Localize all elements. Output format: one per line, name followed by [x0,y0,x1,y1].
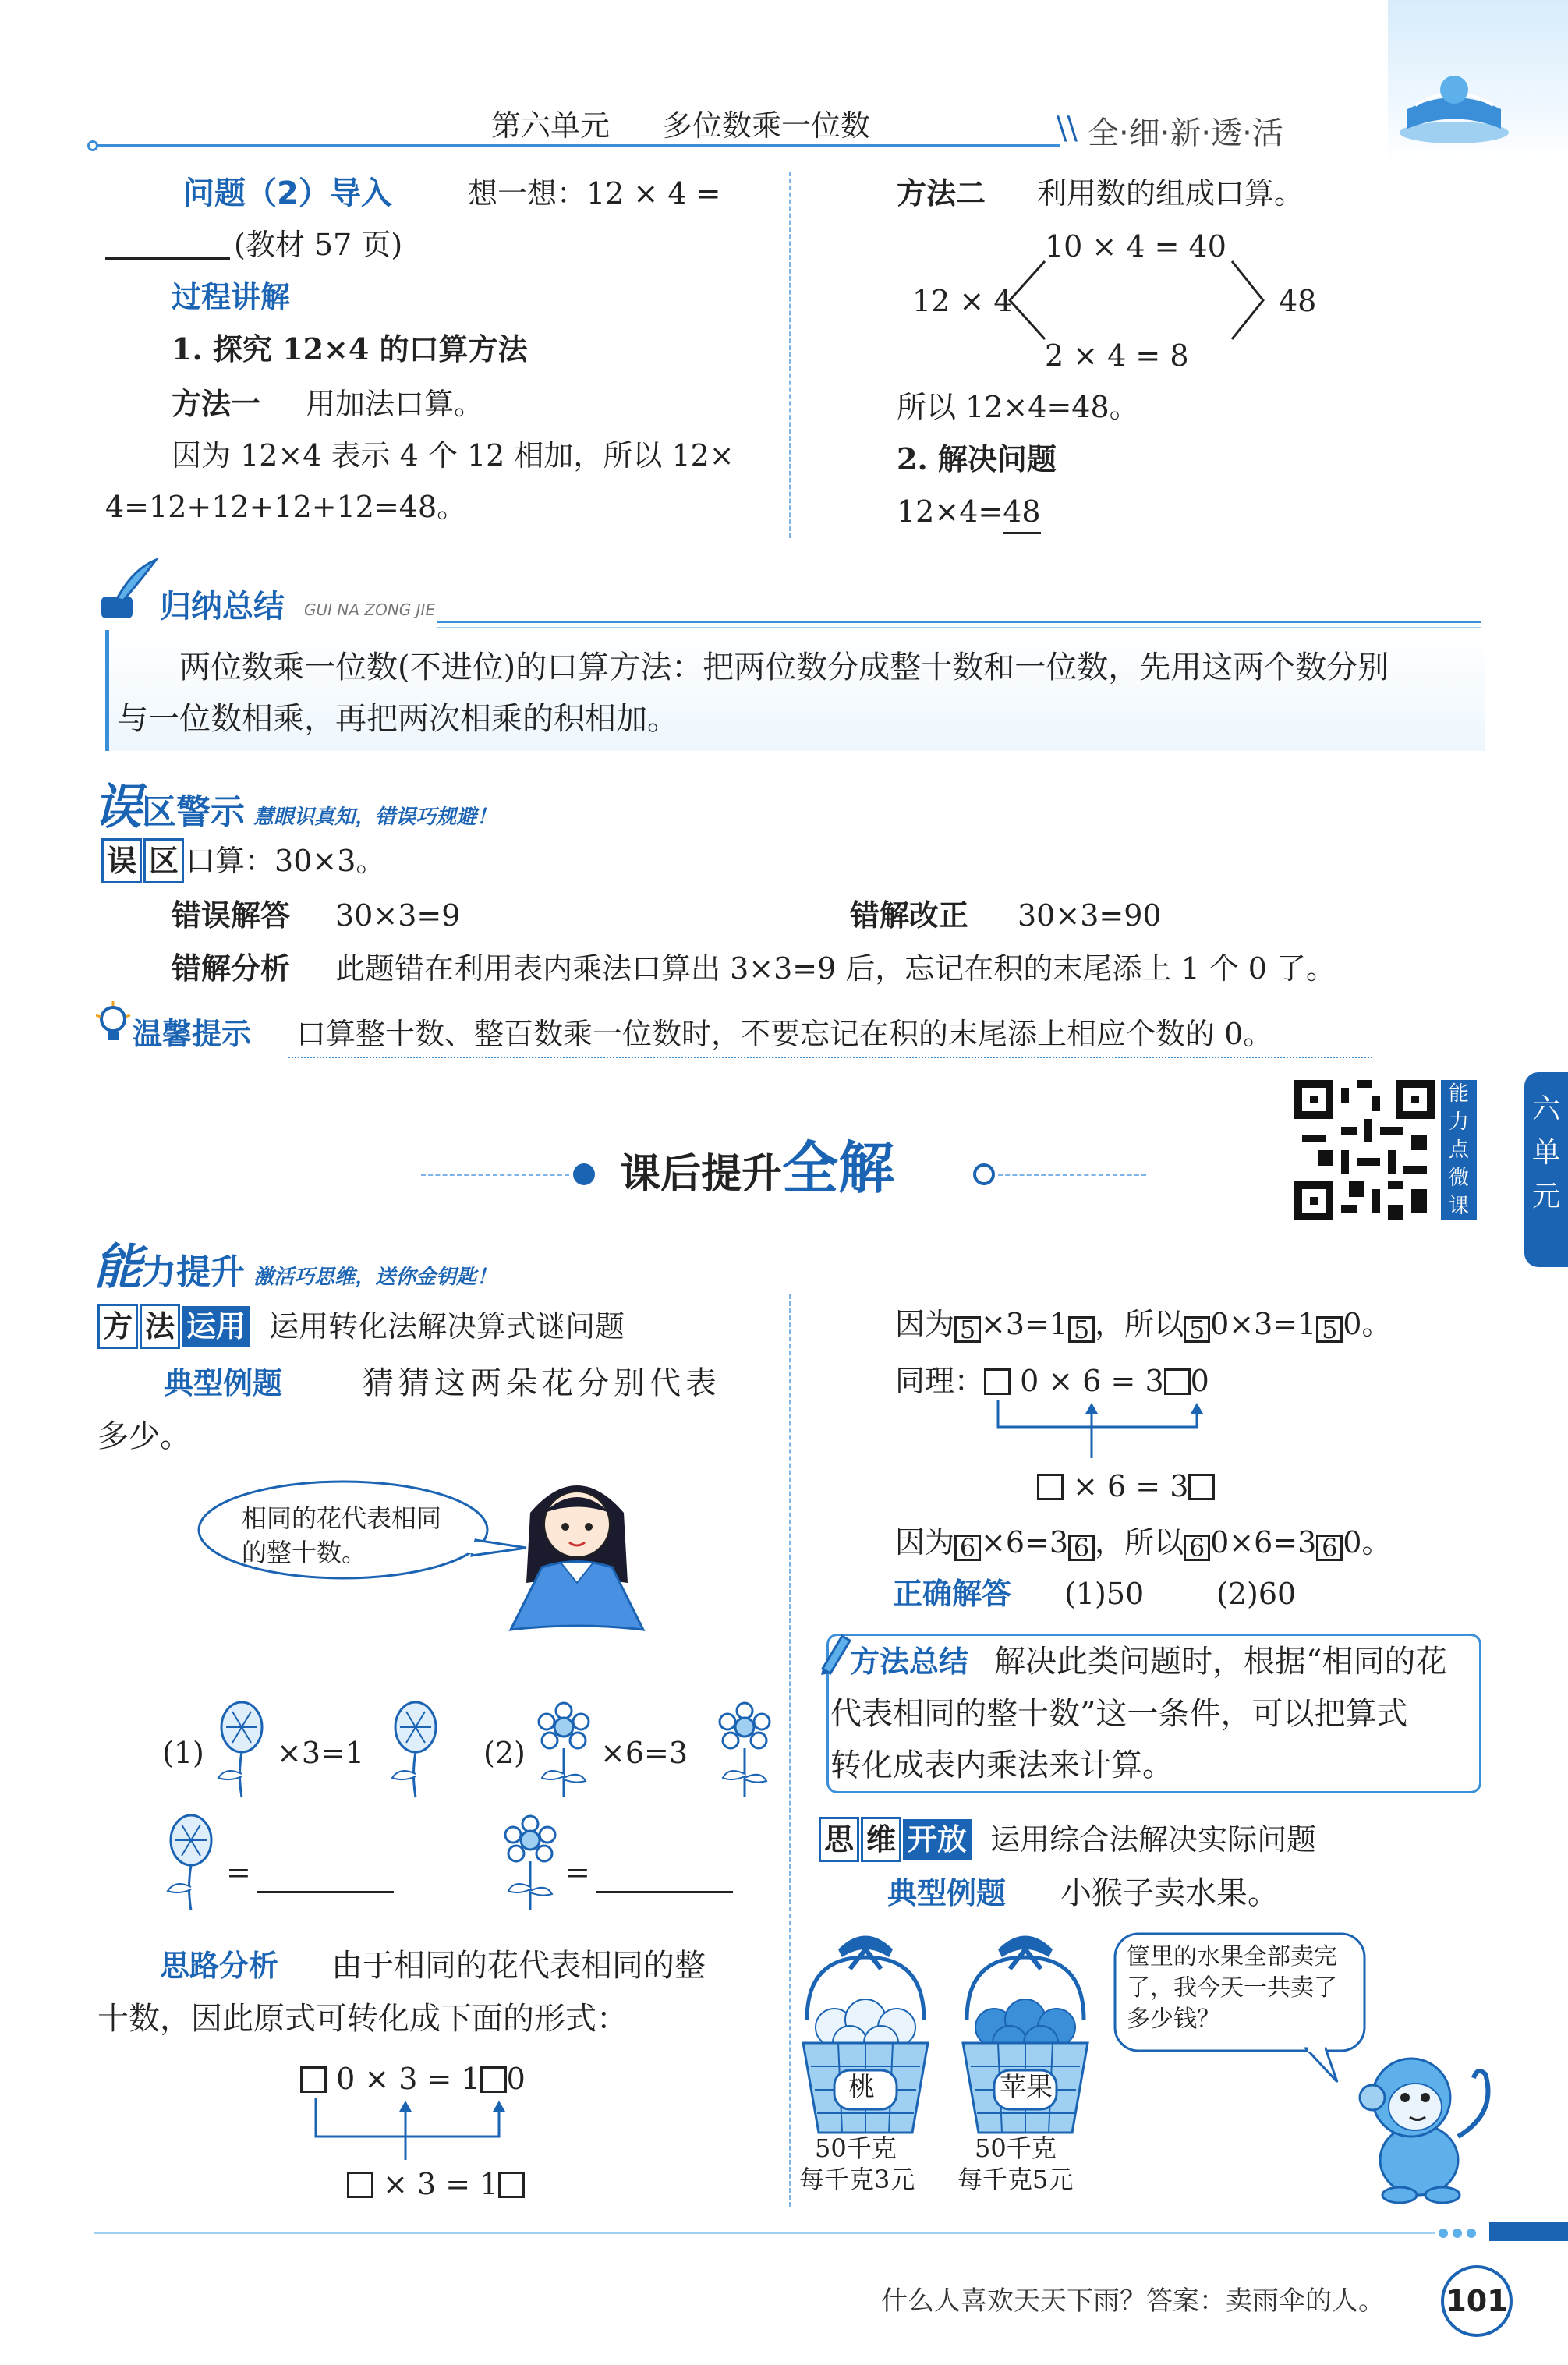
daisy-icon [499,1813,561,1914]
summary-rule [437,621,1481,628]
eq1-answer-blank[interactable] [257,1891,394,1893]
r2-n3: 6 [1184,1535,1210,1561]
banner-dot-left [573,1163,595,1185]
banner-line-right [998,1174,1146,1176]
method-sum-3: 转化成表内乘法来计算。 [830,1747,1173,1783]
t1-bottom-mid: × 3 = 1 [383,2167,499,2201]
analysis-text: 此题错在利用表内乘法口算出 3×3=9 后，忘记在积的末尾添上 1 个 0 了。 [335,951,1336,986]
mistake-tag-a: 误 [101,838,142,883]
tag2-b: 维 [861,1817,901,1862]
t1-box-b [480,2066,507,2093]
qr-label-column [1441,1080,1477,1220]
qr-label-1: 能 [1448,1082,1469,1106]
diagram-brackets [1006,257,1271,343]
t2-box-b [1164,1368,1191,1395]
footer-rule [94,2232,1435,2234]
daisy-icon [713,1700,776,1801]
answer-2: (2)60 [1216,1577,1297,1611]
method1-line2: 4=12+12+12+12=48。 [105,490,467,524]
tag1-row [97,1304,625,1349]
problem-blank [105,257,230,260]
tag1-text: 运用转化法解决算式谜问题 [269,1309,625,1344]
sunflower-icon [211,1700,273,1801]
r2-n2: 6 [1068,1535,1095,1561]
apple-basket-illustration [951,1926,1099,2137]
r1-n3: 5 [1184,1316,1210,1343]
footer-dots [1439,2226,1476,2241]
fix-label: 错解改正 [850,898,969,933]
r2-a: 因为 [895,1525,955,1560]
step2-title: 2. 解决问题 [897,441,1057,476]
method2-text: 利用数的组成口算。 [1037,176,1304,211]
answer-expr: 12×4= [897,494,1003,529]
t1-box-d [498,2172,525,2198]
mistake-sub: 慧眼识真知，错误巧规避！ [253,805,497,829]
qr-label-3: 点 [1448,1138,1469,1162]
answer-value: 48 [1003,491,1040,534]
diagram-top: 10 × 4 = 40 [1045,229,1226,264]
r2-b: ×6=3 [981,1525,1069,1560]
qr-label-4: 微 [1448,1167,1469,1190]
page-number: 101 [1441,2265,1513,2337]
wrong-label: 错误解答 [172,898,291,933]
side-tab-3: 元 [1531,1181,1560,1213]
example-text-1: 猜猜这两朵花分别代表 [363,1365,721,1401]
monkey-bubble-text: 筐里的水果全部卖完了，我今天一共卖了多少钱？ [1127,1943,1337,2033]
girl-illustration [499,1466,655,1637]
monkey-illustration [1341,2043,1497,2207]
header-chapter: 第六单元 [491,108,611,143]
t1-top-end: 0 [506,2062,526,2096]
method2-label: 方法二 [897,176,986,211]
eq1-body: ×3=1 [277,1736,365,1770]
tag1-a: 方 [97,1304,138,1349]
daisy-icon [533,1700,595,1801]
basket1-label: 桃 [848,2072,875,2103]
ability-header [94,1228,497,1298]
sunflower-icon [160,1813,222,1914]
wrong-value: 30×3=9 [335,898,461,933]
basket2-weight: 50千克 [975,2133,1057,2163]
diagram-bottom: 2 × 4 = 8 [1045,338,1189,373]
r1-n1: 5 [954,1316,981,1343]
ability-label-b: 力提升 [142,1252,246,1292]
qr-label-5: 课 [1448,1195,1469,1218]
tip-label: 温馨提示 [133,1017,252,1051]
t1-box-c [347,2172,373,2198]
eq2-answer-blank[interactable] [596,1891,733,1893]
example2-label: 典型例题 [887,1876,1007,1910]
tip-rule [288,1057,1372,1058]
ability-sub: 激活巧思维，送你金钥匙！ [253,1266,497,1289]
tag2-text: 运用综合法解决实际问题 [990,1822,1317,1857]
r2-n1: 6 [954,1535,981,1561]
example-text-2: 多少。 [97,1418,191,1454]
analysis-label: 错解分析 [172,951,291,986]
process-heading: 过程讲解 [172,280,291,314]
sunflower-icon [384,1700,447,1801]
example2-text: 小猴子卖水果。 [1060,1875,1279,1911]
method-sum-1: 解决此类问题时，根据“相同的花 [994,1644,1447,1680]
tag2-c: 开放 [903,1819,972,1860]
ability-label-a: 能 [94,1238,143,1295]
eq1-answer-equals: = [226,1855,251,1889]
pencil-icon [815,1630,854,1676]
bubble-text: 相同的花代表相同的整十数。 [242,1503,442,1567]
method1-line1: 因为 12×4 表示 4 个 12 相加，所以 12× [172,438,734,473]
r1-n4: 5 [1316,1316,1343,1343]
problem-ref: (教材 57 页) [234,228,403,262]
method1-label: 方法一 [172,387,261,421]
header-dot [87,140,98,151]
t2-top-end: 0 [1190,1364,1209,1398]
banner-text-b: 全解 [782,1135,895,1201]
t2-box-c [1037,1474,1064,1500]
header-slogan: 全·细·新·透·活 [1088,115,1283,151]
qr-label-2: 力 [1448,1110,1469,1134]
tip-text: 口算整十数、整百数乘一位数时，不要忘记在积的末尾添上相应个数的 0。 [296,1017,1273,1051]
so-line: 所以 12×4=48。 [897,390,1139,424]
header-rule [94,144,1060,147]
r1-c: ，所以 [1095,1307,1184,1341]
t1-box-a [300,2066,327,2093]
basket1-weight: 50千克 [815,2133,897,2163]
banner-title [620,1123,894,1204]
r2-c: ，所以 [1095,1525,1184,1560]
mistake-question-row [101,838,385,883]
summary-line1: 两位数乘一位数(不进位)的口算方法：把两位数分成整十数和一位数，先用这两个数分别 [179,650,1389,685]
banner-dot-right [973,1163,995,1185]
header-slash: \\ [1057,111,1078,147]
same-row [895,1361,1209,1401]
basket1-price: 每千克3元 [799,2165,915,2194]
quill-icon [94,554,164,624]
example-label: 典型例题 [164,1366,283,1400]
side-tab-1: 六 [1531,1093,1560,1125]
t2-bottom-row [1037,1466,1215,1506]
column-divider-top [789,172,791,538]
t2-top-mid: 0 × 6 = 3 [1020,1364,1164,1398]
reason-line-1 [895,1304,1391,1344]
step1-title: 1. 探究 12×4 的口算方法 [172,331,528,366]
eq2-label: (2) [483,1736,526,1770]
summary-line2: 与一位数相乘，再把两次相乘的积相加。 [117,701,678,737]
t1-top-row [300,2059,526,2099]
qr-code-icon[interactable] [1294,1080,1435,1220]
r1-a: 因为 [895,1307,955,1341]
think-label: 思路分析 [160,1949,279,1983]
method1-text: 用加法口算。 [306,387,484,421]
reason-line-2 [895,1522,1391,1563]
t1-top-mid: 0 × 3 = 1 [336,2062,480,2096]
peach-basket-illustration [791,1926,940,2137]
r2-n4: 6 [1316,1535,1343,1561]
problem-prompt: 想一想：12 × 4 = [468,176,721,211]
t2-box-a [984,1368,1011,1395]
answer-expression [897,491,1041,534]
footer-riddle: 什么人喜欢天天下雨？答案：卖雨伞的人。 [881,2285,1385,2317]
think-text-1: 由于相同的花代表相同的整 [331,1948,706,1984]
r1-d: 0×3=1 [1210,1307,1317,1341]
mistake-label-b: 区警示 [142,792,246,832]
r1-e: 0。 [1343,1307,1392,1341]
mistake-header [94,768,497,837]
t2-box-d [1188,1474,1215,1500]
side-tab-2: 单 [1531,1137,1560,1169]
diagram-right: 48 [1279,284,1317,318]
think-text-2: 十数，因此原式可转化成下面的形式： [97,2001,628,2037]
t2-bottom-mid: × 6 = 3 [1073,1469,1189,1503]
side-tab[interactable] [1524,1072,1568,1267]
summary-pinyin: GUI NA ZONG JIE [304,600,436,619]
lightbulb-icon [94,1000,133,1046]
book-logo-icon [1396,62,1513,148]
r1-n2: 5 [1068,1316,1095,1343]
tag1-c: 运用 [182,1306,250,1347]
diagram-left: 12 × 4 [912,284,1013,318]
mistake-question: 口算：30×3。 [186,844,386,878]
eq2-answer-equals: = [565,1855,590,1889]
method-sum-2: 代表相同的整十数”这一条件，可以把算式 [830,1696,1408,1732]
header-title: 多位数乘一位数 [663,108,871,143]
tag2-row [819,1817,1316,1862]
answer-1: (1)50 [1064,1577,1145,1611]
fix-value: 30×3=90 [1018,898,1162,933]
basket2-label: 苹果 [1000,2072,1053,2103]
answer-label: 正确解答 [893,1577,1012,1611]
footer-stripe [1489,2222,1568,2241]
summary-label: 归纳总结 [160,589,285,625]
eq1-label: (1) [162,1736,204,1770]
eq2-body: ×6=3 [600,1736,688,1770]
banner-line-left [421,1174,569,1176]
basket2-price: 每千克5元 [957,2165,1074,2194]
tag2-a: 思 [819,1817,859,1862]
same-label: 同理： [895,1364,985,1398]
r2-e: 0。 [1343,1525,1392,1560]
r1-b: ×3=1 [981,1307,1069,1341]
mistake-tag-b: 区 [143,838,184,883]
banner-text-a: 课后提升 [620,1151,783,1198]
method-sum-label: 方法总结 [850,1645,969,1679]
mistake-label-a: 误 [94,778,143,835]
tag1-b: 法 [140,1304,180,1349]
problem-heading: 问题（2）导入 [183,175,392,211]
t1-bottom-row [347,2164,525,2204]
r2-d: 0×6=3 [1210,1525,1317,1560]
